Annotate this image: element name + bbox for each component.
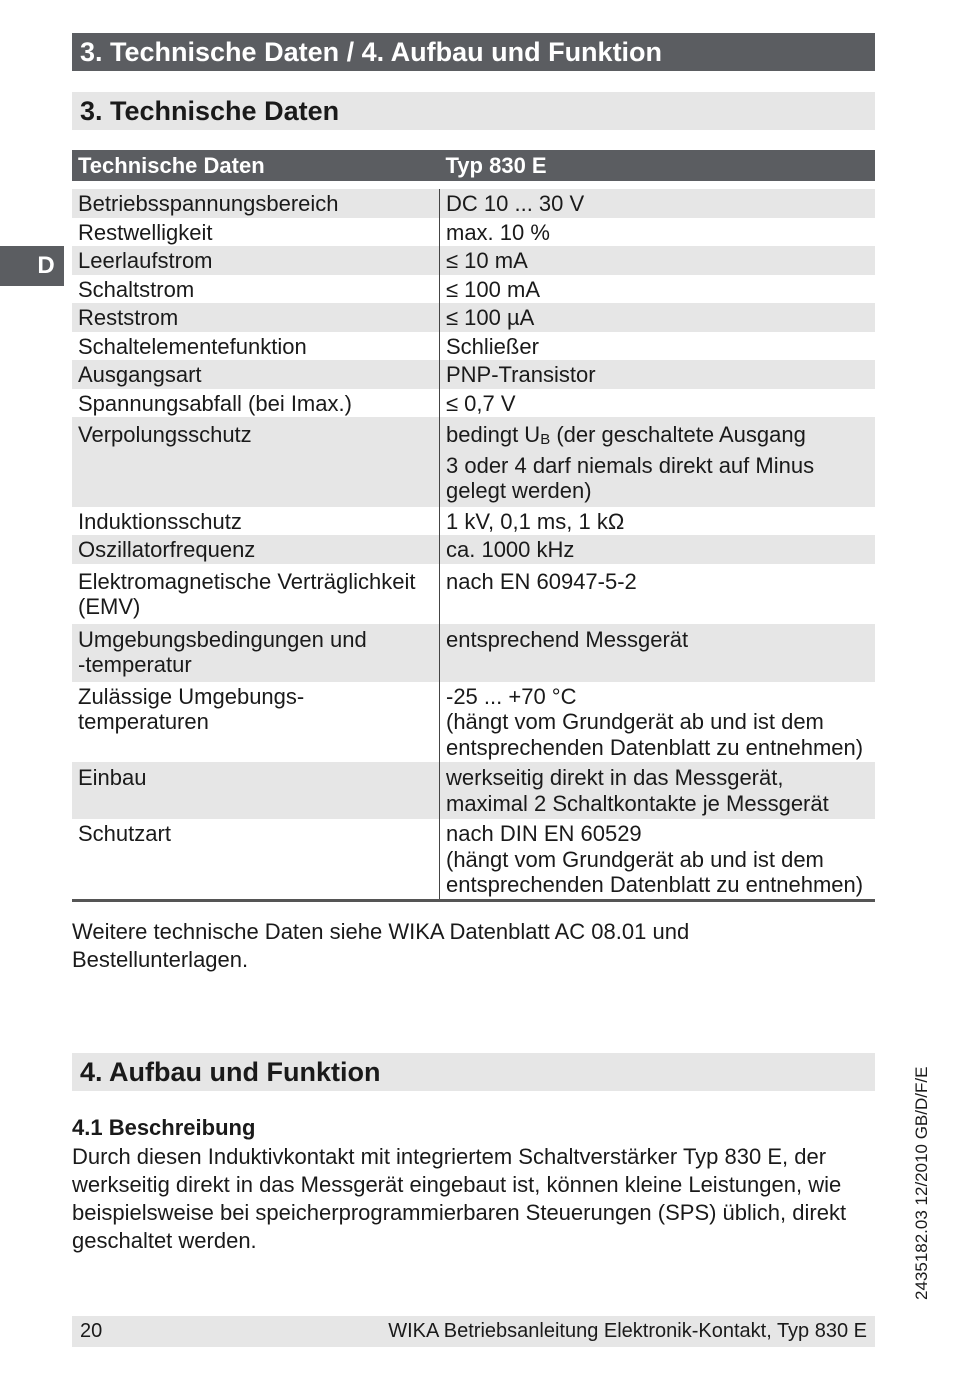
table-row	[72, 246, 875, 275]
row-value: werkseitig direkt in das Messgerät, maximal 2 Schaltkontakte je Messgerät	[440, 762, 876, 819]
technical-data-table	[72, 150, 875, 902]
row-value: ca. 1000 kHz	[440, 535, 876, 564]
row-label: Ausgangsart	[72, 360, 440, 389]
table-row	[72, 564, 875, 624]
table-row	[72, 275, 875, 304]
row-label: Zulässige Umgebungs- temperaturen	[72, 682, 440, 763]
table-row	[72, 819, 875, 900]
row-value: max. 10 %	[446, 219, 550, 245]
language-tab: D	[0, 246, 64, 286]
row-label: Schaltelementefunktion	[72, 332, 440, 361]
table-row	[72, 332, 875, 361]
table-header-col2: Typ 830 E	[440, 150, 876, 181]
table-row	[72, 762, 875, 819]
note-line: Bestellunterlagen.	[72, 947, 249, 972]
row-label: Oszillatorfrequenz	[72, 535, 440, 564]
description-paragraph: Durch diesen Induktivkontakt mit integriertem Schaltverstärker Typ 830 E, der werkseitig direkt in das Messgerät eingebaut ist, können kleine Leistungen, wie beispielsweise bei speicherprogrammierbaren Steuerungen (SPS) üblich, direkt geschaltet werden.	[72, 1144, 847, 1253]
row-label: Umgebungsbedingungen und -temperatur	[72, 624, 440, 682]
section-4-title: 4. Aufbau und Funktion	[72, 1053, 875, 1091]
table-row	[72, 507, 875, 536]
row-value: nach EN 60947-5-2	[446, 568, 637, 594]
row-label: Induktionsschutz	[72, 507, 440, 536]
row-label: Schaltstrom	[72, 275, 440, 304]
table-row	[72, 303, 875, 332]
row-label: Schutzart	[72, 819, 440, 900]
row-value: 1 kV, 0,1 ms, 1 kΩ	[446, 508, 625, 534]
row-label: Verpolungsschutz	[72, 417, 440, 507]
table-header-row	[72, 150, 875, 181]
row-label: Restwelligkeit	[72, 218, 440, 247]
subsection-title: 4.1 Beschreibung	[72, 1115, 256, 1140]
page-header-title: 3. Technische Daten / 4. Aufbau und Funktion	[72, 33, 875, 71]
note-line: Weitere technische Daten siehe WIKA Datenblatt AC 08.01 und	[72, 919, 690, 944]
row-value: DC 10 ... 30 V	[440, 189, 876, 218]
row-value: PNP-Transistor	[440, 360, 876, 389]
row-value: ≤ 100 µA	[440, 303, 876, 332]
page-number: 20	[80, 1320, 103, 1342]
row-label: Leerlaufstrom	[72, 246, 440, 275]
row-value: ≤ 10 mA	[440, 246, 876, 275]
row-label: Einbau	[72, 762, 440, 819]
row-value: ≤ 100 mA	[446, 276, 541, 302]
row-value: nach DIN EN 60529 (hängt vom Grundgerät ab und ist dem entsprechenden Datenblatt zu entnehmen)	[440, 819, 876, 900]
table-row	[72, 360, 875, 389]
row-value: Schließer	[446, 333, 539, 359]
table-row	[72, 624, 875, 682]
table-row	[72, 389, 875, 418]
table-row	[72, 535, 875, 564]
table-header-col1: Technische Daten	[72, 150, 440, 181]
row-label: Reststrom	[72, 303, 440, 332]
row-value: bedingt $U_B$ (der geschaltete Ausgang 3 oder 4 darf niemals direkt auf Minus gelegt werden)	[440, 417, 876, 507]
note-paragraph	[72, 918, 882, 974]
table-row	[72, 218, 875, 247]
footer-title: WIKA Betriebsanleitung Elektronik-Kontakt, Typ 830 E	[388, 1320, 867, 1342]
section-3-title: 3. Technische Daten	[72, 92, 875, 130]
row-label: Spannungsabfall (bei Imax.)	[72, 389, 440, 418]
document-code: 2435182.03 12/2010 GB/D/F/E	[912, 1066, 931, 1300]
row-label: Elektromagnetische Verträglichkeit (EMV)	[72, 564, 440, 624]
page-footer	[72, 1316, 875, 1347]
table-row	[72, 682, 875, 763]
table-row	[72, 417, 875, 507]
row-label: Betriebsspannungsbereich	[72, 189, 440, 218]
table-row	[72, 189, 875, 218]
row-value: entsprechend Messgerät	[440, 624, 876, 682]
row-value: ≤ 0,7 V	[446, 390, 516, 416]
row-value: -25 ... +70 °C (hängt vom Grundgerät ab und ist dem entsprechenden Datenblatt zu entnehmen)	[446, 683, 864, 760]
